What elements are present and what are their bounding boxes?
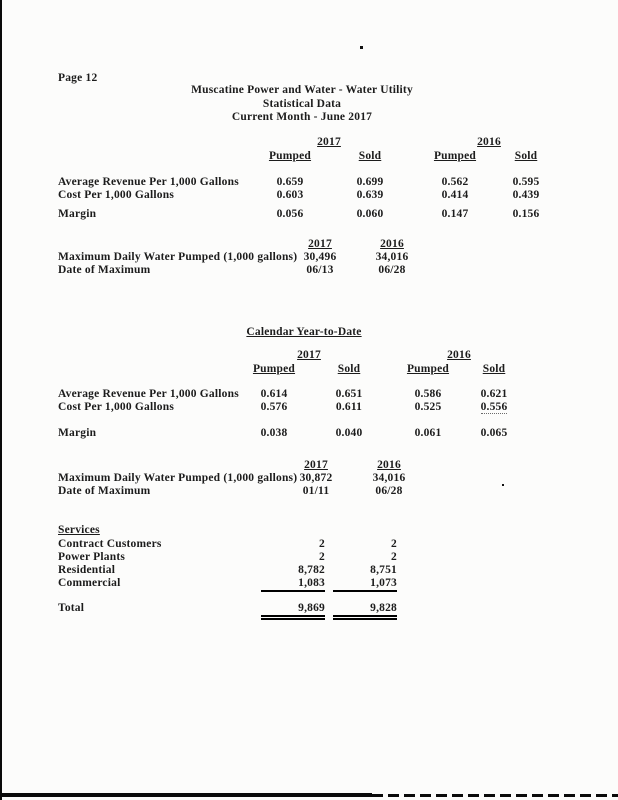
cell-value: 0.595 [512, 176, 540, 188]
report-title: Muscatine Power and Water - Water Utility [191, 84, 413, 96]
row-label: Margin [58, 208, 97, 220]
table-row [0, 538, 618, 552]
column-header-pumped: Pumped [252, 363, 296, 375]
table-row [0, 176, 618, 190]
cell-value: 34,016 [375, 251, 409, 263]
cell-value: 2 [391, 551, 397, 563]
row-label: Margin [58, 427, 97, 439]
ytd-year-header-row [0, 349, 618, 363]
scan-artifact-bottom-bar [0, 793, 372, 797]
column-header-sold: Sold [358, 150, 382, 162]
row-label: Power Plants [58, 551, 126, 563]
cell-value: 9,828 [333, 602, 397, 620]
year-header-2017: 2017 [304, 459, 328, 471]
table-row-margin [0, 208, 618, 222]
table-row [0, 251, 618, 265]
cell-value: 0.414 [441, 189, 469, 201]
cell-value: 0.065 [480, 427, 508, 439]
table-row-margin [0, 427, 618, 441]
column-header-pumped: Pumped [406, 363, 450, 375]
ytd-max-year-header-row [0, 459, 618, 473]
report-title-block [0, 84, 604, 125]
ytd-section-title-row [0, 326, 608, 340]
row-label: Maximum Daily Water Pumped (1,000 gallons) [58, 251, 298, 263]
year-header-2017: 2017 [297, 349, 321, 361]
column-header-pumped: Pumped [433, 150, 477, 162]
cell-value: 0.614 [260, 388, 288, 400]
cell-value: 1,073 [333, 577, 397, 592]
report-period: Current Month - June 2017 [231, 111, 373, 123]
services-section-title: Services [58, 524, 100, 536]
scan-artifact-dot [360, 46, 363, 49]
cell-value: 0.156 [512, 208, 540, 220]
current-max-year-header-row [0, 238, 618, 252]
row-label: Cost Per 1,000 Gallons [58, 189, 174, 201]
cell-value: 0.699 [356, 176, 384, 188]
cell-value: 30,872 [299, 472, 333, 484]
ytd-column-header-row [0, 363, 618, 377]
column-header-pumped: Pumped [268, 150, 312, 162]
row-label: Residential [58, 564, 116, 576]
row-label: Contract Customers [58, 538, 162, 550]
cell-value: 34,016 [372, 472, 406, 484]
cell-value: 2 [319, 551, 325, 563]
year-header-2016: 2016 [477, 136, 501, 148]
cell-value: 2 [391, 538, 397, 550]
cell-value: 0.060 [356, 208, 384, 220]
cell-value: 0.659 [276, 176, 304, 188]
cell-value: 0.056 [276, 208, 304, 220]
cell-value: 9,869 [261, 602, 325, 620]
table-row [0, 189, 618, 203]
cell-value: 06/28 [375, 485, 403, 497]
report-subtitle: Statistical Data [262, 97, 342, 110]
cell-value: 0.562 [441, 176, 469, 188]
cell-value: 0.603 [276, 189, 304, 201]
year-header-2016: 2016 [447, 349, 471, 361]
cell-value: 0.525 [414, 401, 442, 413]
ytd-section-title: Calendar Year-to-Date [246, 326, 362, 338]
year-header-2016: 2016 [377, 459, 401, 471]
scan-artifact-bottom-bar-broken [372, 794, 618, 797]
cell-value-underlined: 0.556 [480, 401, 508, 413]
current-month-year-header-row [0, 136, 618, 150]
row-label: Date of Maximum [58, 485, 151, 497]
year-header-2016: 2016 [380, 238, 404, 250]
row-label: Cost Per 1,000 Gallons [58, 401, 174, 413]
table-row [0, 577, 618, 591]
cell-value: 0.576 [260, 401, 288, 413]
table-row [0, 264, 618, 278]
page-number: Page 12 [58, 72, 98, 84]
year-header-2017: 2017 [308, 238, 332, 250]
services-section-title-row [0, 524, 618, 538]
column-header-sold: Sold [482, 363, 506, 375]
cell-value: 06/13 [306, 264, 334, 276]
table-row [0, 388, 618, 402]
row-label: Average Revenue Per 1,000 Gallons [58, 388, 239, 400]
row-label: Average Revenue Per 1,000 Gallons [58, 176, 239, 188]
row-label: Commercial [58, 577, 121, 589]
row-label: Total [58, 602, 85, 614]
column-header-sold: Sold [514, 150, 538, 162]
table-row [0, 564, 618, 578]
table-row [0, 401, 618, 415]
table-row [0, 551, 618, 565]
cell-value [456, 401, 532, 413]
cell-value: 30,496 [303, 251, 337, 263]
current-month-column-header-row [0, 150, 618, 164]
table-row [0, 472, 618, 486]
column-header-sold: Sold [337, 363, 361, 375]
cell-value: 0.038 [260, 427, 288, 439]
table-row [0, 485, 618, 499]
cell-value: 8,782 [298, 564, 325, 576]
cell-value: 1,083 [261, 577, 325, 592]
cell-value: 0.147 [441, 208, 469, 220]
cell-value: 0.651 [335, 388, 363, 400]
table-row-total [0, 602, 618, 616]
cell-value: 8,751 [370, 564, 397, 576]
cell-value: 0.061 [414, 427, 442, 439]
cell-value: 0.639 [356, 189, 384, 201]
cell-value: 0.586 [414, 388, 442, 400]
cell-value: 0.611 [335, 401, 363, 413]
row-label: Date of Maximum [58, 264, 151, 276]
year-header-2017: 2017 [317, 136, 341, 148]
row-label: Maximum Daily Water Pumped (1,000 gallons) [58, 472, 298, 484]
cell-value: 0.439 [512, 189, 540, 201]
cell-value: 2 [319, 538, 325, 550]
cell-value: 06/28 [378, 264, 406, 276]
cell-value: 0.621 [480, 388, 508, 400]
cell-value: 0.040 [335, 427, 363, 439]
cell-value: 01/11 [302, 485, 330, 497]
